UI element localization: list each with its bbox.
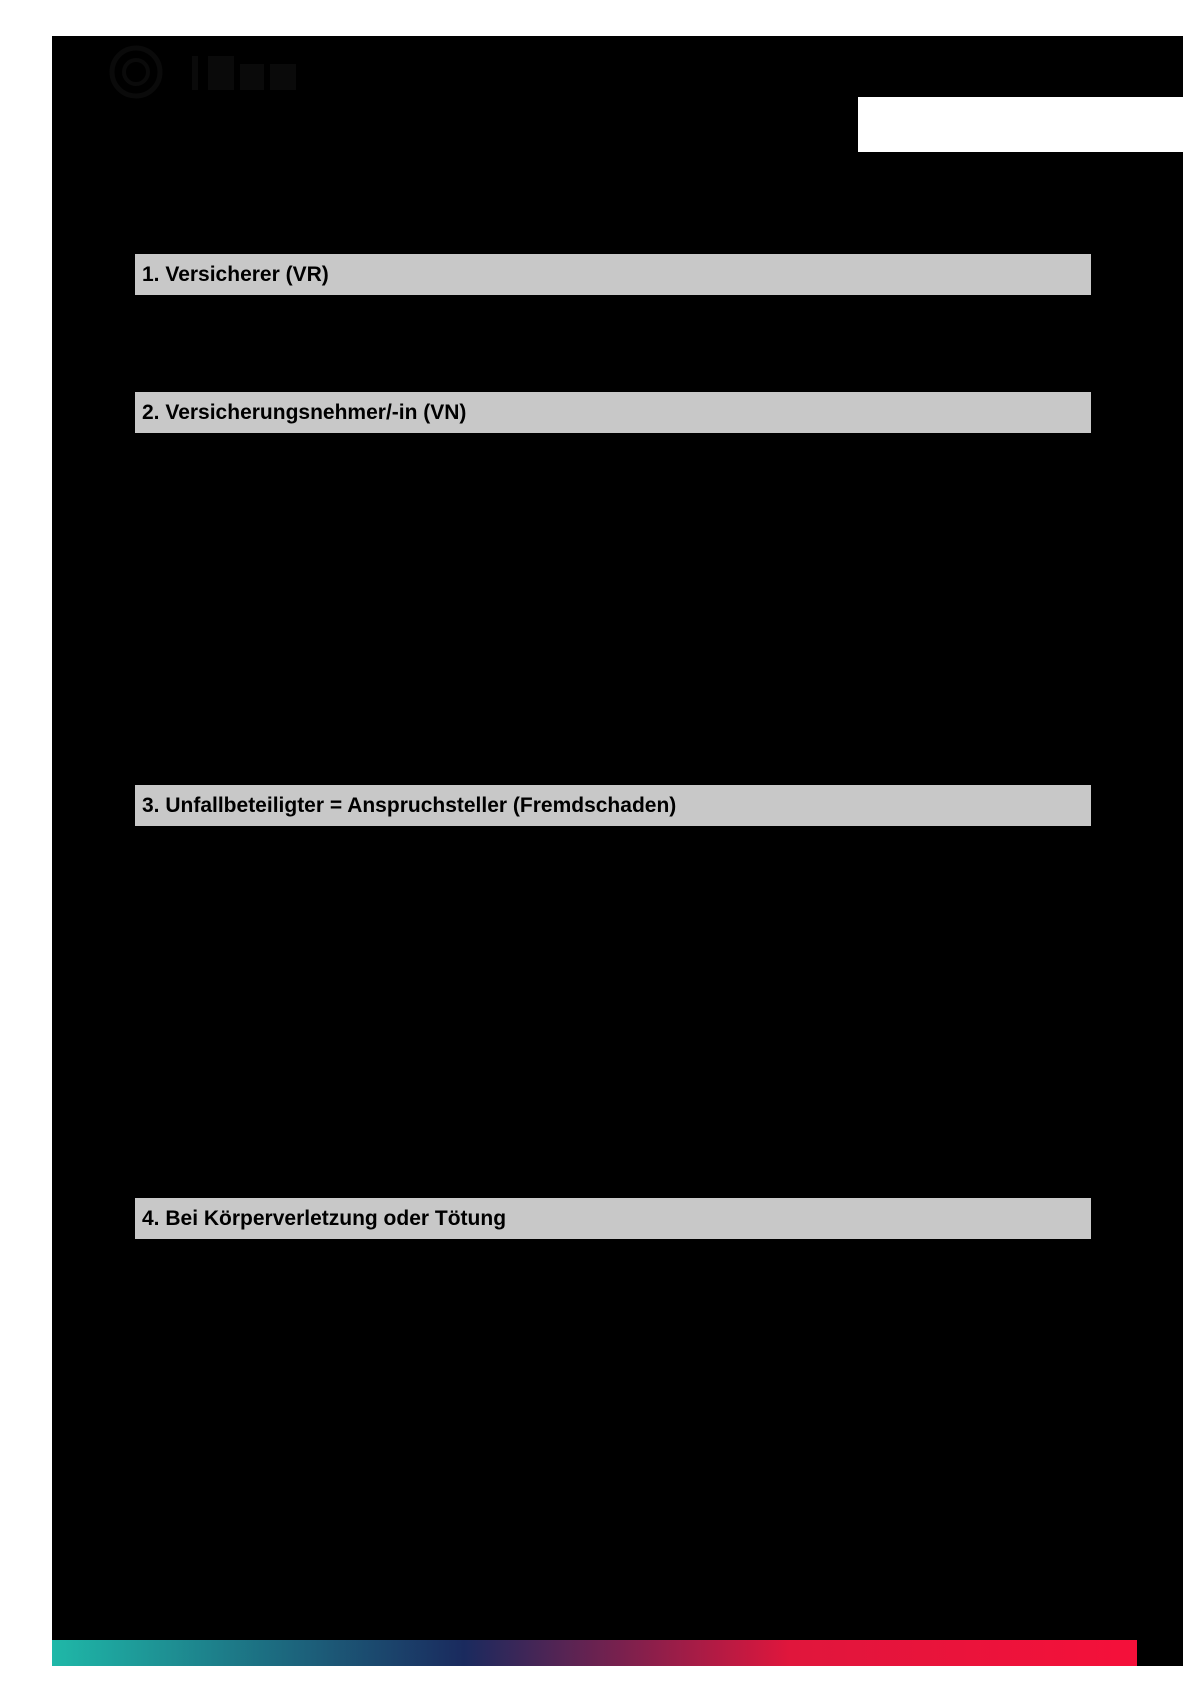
company-logo — [100, 42, 320, 100]
section-header-claimant: 3. Unfallbeteiligter = Anspruchsteller (Fremdschaden) — [135, 785, 1091, 826]
section-header-policyholder: 2. Versicherungsnehmer/-in (VN) — [135, 392, 1091, 433]
section-header-injury: 4. Bei Körperverletzung oder Tötung — [135, 1198, 1091, 1239]
header-field-box — [858, 97, 1183, 152]
footer-gradient-bar — [52, 1640, 1137, 1666]
section-header-insurer: 1. Versicherer (VR) — [135, 254, 1091, 295]
